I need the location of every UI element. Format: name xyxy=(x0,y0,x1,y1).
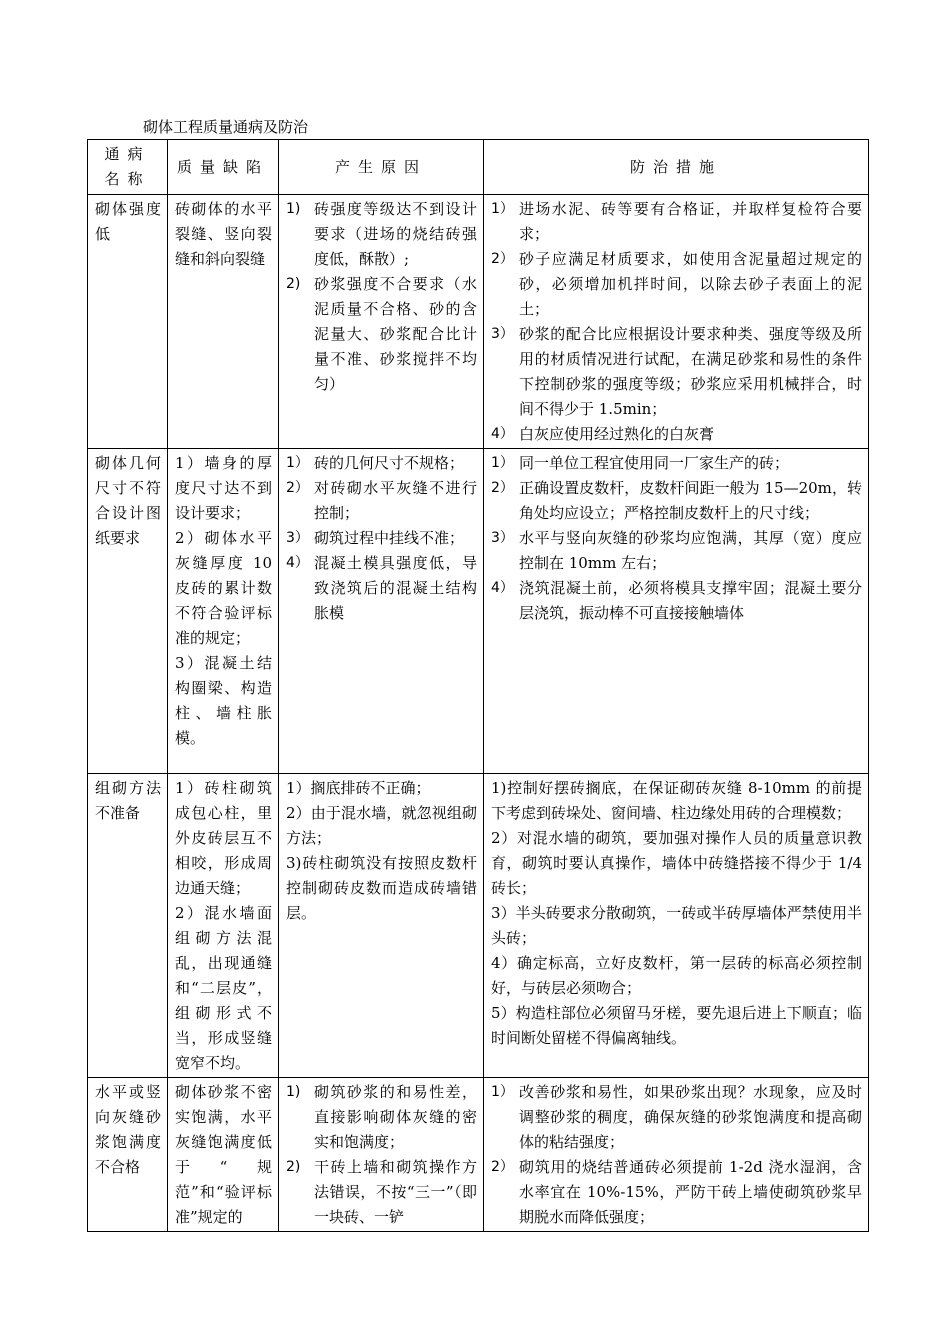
list-item: 2） 砂子应满足材质要求，如使用含泥量超过规定的砂，必须增加机拌时间，以除去砂子表面上的泥土； xyxy=(491,250,862,318)
list-item: 2）由于混水墙，就忽视组砌方法； xyxy=(286,804,477,847)
defect-line: 2）砌体水平灰缝厚度 10 皮砖的累计数不符合验评标准的规定； xyxy=(175,529,272,647)
list-item: 3）半头砖要求分散砌筑，一砖或半砖厚墙体严禁使用半头砖； xyxy=(491,904,862,947)
row-measures xyxy=(484,449,869,774)
list-item: 4） 白灰应使用经过熟化的白灰膏 xyxy=(491,425,715,443)
row-defect xyxy=(168,774,279,1078)
header-name: 通病名称 xyxy=(88,140,168,195)
list-item: 2）对混水墙的砌筑，要加强对操作人员的质量意识教育，砌筑时要认真操作，墙体中砖缝搭接不得少于 1/4 砖长； xyxy=(491,829,862,897)
table-row xyxy=(88,449,869,774)
list-item: 5）构造柱部位必须留马牙槎，要先退后进上下顺直；临时间断处留槎不得偏离轴线。 xyxy=(491,1004,862,1047)
table-header-row xyxy=(88,140,869,195)
defect-line: 2）混水墙面组砌方法混乱，出现通缝和“二层皮”，组砌形式不当，形成竖缝宽窄不均。 xyxy=(175,904,272,1072)
list-item: 1） 改善砂浆和易性，如果砂浆出现？水现象，应及时调整砂浆的稠度，确保灰缝的砂浆饱满度和提高砌体的粘结强度； xyxy=(491,1083,862,1151)
row-defect xyxy=(168,449,279,774)
list-item: 2) 干砖上墙和砌筑操作方法错误，不按“三一”（即一块砖、一铲 xyxy=(286,1158,477,1226)
list-item: 4）确定标高，立好皮数杆，第一层砖的标高必须控制好，与砖层必须吻合； xyxy=(491,954,862,997)
table-row xyxy=(88,774,869,1078)
list-item: 4） 混凝土模具强度低，导致浇筑后的混凝土结构胀模 xyxy=(286,554,477,622)
row-measures xyxy=(484,774,869,1078)
document-title: 砌体工程质量通病及防治 xyxy=(143,118,309,136)
defect-line: 1）墙身的厚度尺寸达不到设计要求； xyxy=(175,454,272,522)
header-cause: 产生原因 xyxy=(279,140,484,195)
row-name: 砌体几何尺寸不符合设计图纸要求 xyxy=(88,449,168,774)
list-item: 2） 正确设置皮数杆，皮数杆间距一般为 15—20m，转角处均应设立；严格控制皮数杆上的尺寸线； xyxy=(491,479,862,522)
list-item: 2） 砌筑用的烧结普通砖必须提前 1-2d 浇水湿润，含水率宜在 10%-15%，严防干砖上墙使砌筑砂浆早期脱水而降低强度； xyxy=(491,1158,862,1226)
list-item: 2) 砂浆强度不合要求（水泥质量不合格、砂的含泥量大、砂浆配合比计量不准、砂浆搅拌不均匀） xyxy=(286,275,477,393)
list-item: 1）搁底排砖不正确； xyxy=(286,779,431,797)
list-item: 4） 浇筑混凝土前，必须将模具支撑牢固；混凝土要分层浇筑，振动棒不可直接接触墙体 xyxy=(491,579,862,622)
list-item: 1)控制好摆砖搁底，在保证砌砖灰缝 8-10mm 的前提下考虑到砖垛处、窗间墙、柱边缘处用砖的合理模数； xyxy=(491,779,862,822)
row-causes xyxy=(279,774,484,1078)
list-item: 1） 砖的几何尺寸不规格； xyxy=(286,454,465,472)
list-item: 1) 砖强度等级达不到设计要求（进场的烧结砖强度低，酥散）; xyxy=(286,200,477,268)
row-causes xyxy=(279,195,484,449)
header-defect: 质量缺陷 xyxy=(168,140,279,195)
header-measure: 防治措施 xyxy=(484,140,869,195)
row-causes xyxy=(279,1078,484,1232)
row-defect: 砖砌体的水平裂缝、竖向裂缝和斜向裂缝 xyxy=(168,195,279,449)
table-row xyxy=(88,1078,869,1232)
row-measures xyxy=(484,195,869,449)
list-item: 1) 砌筑砂浆的和易性差，直接影响砌体灰缝的密实和饱满度； xyxy=(286,1083,477,1151)
defect-line: 1）砖柱砌筑成包心柱，里外皮砖层互不相咬，形成周边通天缝； xyxy=(175,779,272,897)
list-item: 3） 水平与竖向灰缝的砂浆均应饱满，其厚（宽）度应控制在 10mm 左右； xyxy=(491,529,862,572)
row-measures xyxy=(484,1078,869,1232)
list-item: 3)砖柱砌筑没有按照皮数杆控制砌砖皮数而造成砖墙错层。 xyxy=(286,854,477,922)
list-item: 3） 砂浆的配合比应根据设计要求种类、强度等级及所用的材质情况进行试配，在满足砂浆和易性的条件下控制砂浆的强度等级；砂浆应采用机械拌合，时间不得少于 1.5min； xyxy=(491,325,862,418)
table-row xyxy=(88,195,869,449)
list-item: 1） 进场水泥、砖等要有合格证，并取样复检符合要求； xyxy=(491,200,862,243)
list-item: 1） 同一单位工程宜使用同一厂家生产的砖； xyxy=(491,454,790,472)
list-item: 2） 对砖砌水平灰缝不进行控制； xyxy=(286,479,477,522)
row-causes xyxy=(279,449,484,774)
row-name: 砌体强度低 xyxy=(88,195,168,449)
list-item: 3） 砌筑过程中挂线不准； xyxy=(286,529,465,547)
row-name: 水平或竖向灰缝砂浆饱满度不合格 xyxy=(88,1078,168,1232)
defects-table xyxy=(87,139,869,1232)
row-defect: 砌体砂浆不密实饱满，水平灰缝饱满度低于“规范”和“验评标准”规定的 xyxy=(168,1078,279,1232)
row-name: 组砌方法不准备 xyxy=(88,774,168,1078)
defect-line: 3）混凝土结构圈梁、构造柱、墙柱胀模。 xyxy=(175,654,272,747)
